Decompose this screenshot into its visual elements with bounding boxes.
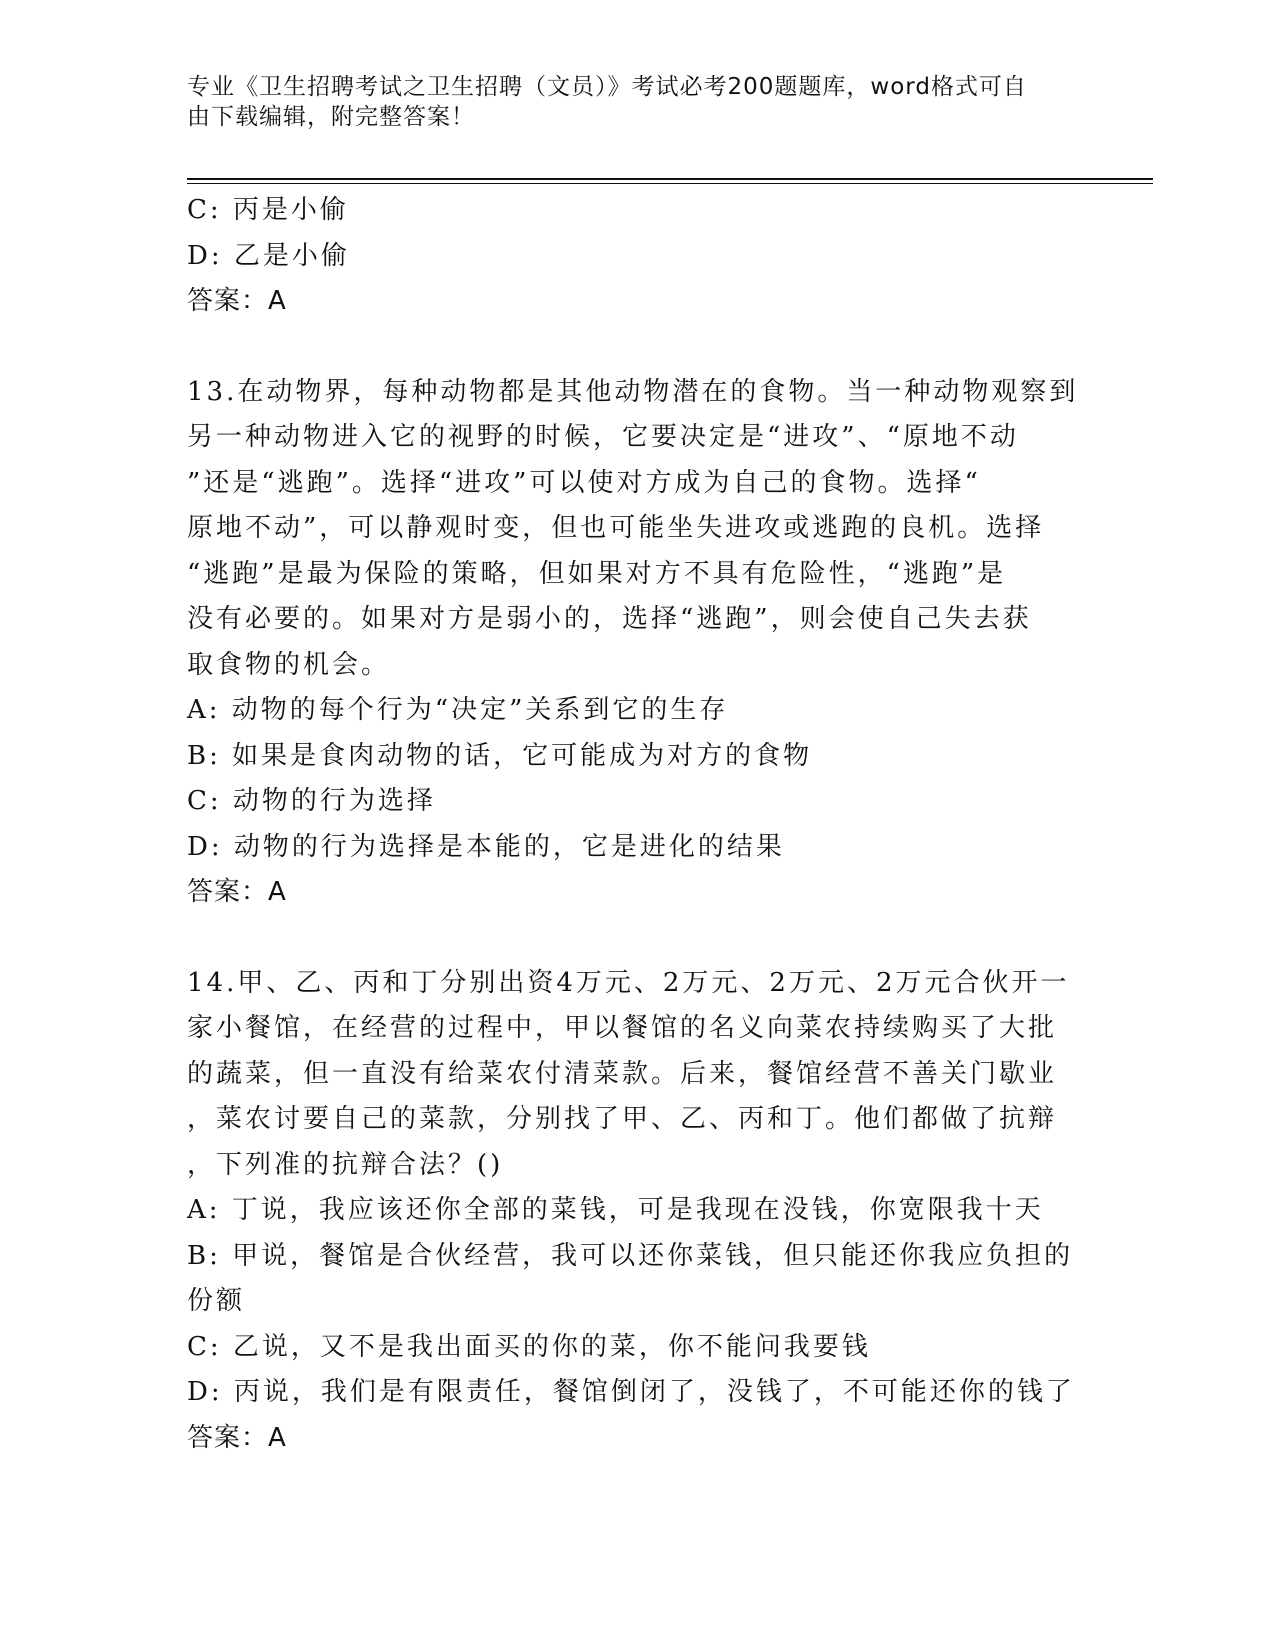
- question-stem-line: 14.甲、乙、丙和丁分别出资4万元、2万元、2万元、2万元合伙开一: [187, 967, 1070, 998]
- answer: 答案：A: [187, 286, 287, 316]
- document-header: [187, 72, 1067, 132]
- header-divider-thin: [187, 183, 1153, 184]
- option-c: C: 乙说，又不是我出面买的你的菜，你不能问我要钱: [187, 1331, 871, 1362]
- spacer: [187, 916, 1087, 961]
- spacer: [187, 325, 1087, 370]
- question-stem-line: 的蔬菜，但一直没有给菜农付清菜款。后来，餐馆经营不善关门歇业: [187, 1058, 1058, 1089]
- option-d: D: 丙说，我们是有限责任，餐馆倒闭了，没钱了，不可能还你的钱了: [187, 1377, 1075, 1407]
- question-stem-line: 没有必要的。如果对方是弱小的，选择“逃跑”，则会使自己失去获: [187, 604, 1032, 634]
- question-stem-line: ”还是“逃跑”。选择“进攻”可以使对方成为自己的食物。选择“: [187, 467, 981, 498]
- question-stem-line: ，下列准的抗辩合法？(): [187, 1149, 504, 1180]
- option-d: D: 动物的行为选择是本能的，它是进化的结果: [187, 831, 785, 862]
- question-stem-line: 13.在动物界，每种动物都是其他动物潜在的食物。当一种动物观察到: [187, 376, 1079, 407]
- answer: 答案：A: [187, 877, 287, 907]
- question-stem-line: 原地不动”，可以静观时变，但也可能坐失进攻或逃跑的良机。选择: [187, 513, 1045, 543]
- option-c: C: 动物的行为选择: [187, 786, 436, 816]
- question-13: [187, 370, 1087, 916]
- option-b-continued: 份额: [187, 1286, 246, 1316]
- header-line-2: 由下载编辑，附完整答案！: [187, 104, 475, 130]
- header-line-1: 专业《卫生招聘考试之卫生招聘（文员）》考试必考200题题库，word格式可自: [187, 74, 1027, 100]
- option-a: A: 动物的每个行为“决定”关系到它的生存: [187, 695, 729, 725]
- header-divider-thick: [187, 178, 1153, 180]
- question-14: [187, 961, 1087, 1462]
- option-d: D: 乙是小偷: [187, 240, 350, 271]
- option-a: A: 丁说，我应该还你全部的菜钱，可是我现在没钱，你宽限我十天: [187, 1195, 1044, 1225]
- question-12-tail: [187, 188, 1087, 325]
- question-stem-line: 另一种动物进入它的视野的时候，它要决定是“进攻”、“原地不动: [187, 422, 1019, 452]
- question-stem-line: 取食物的机会。: [187, 649, 391, 680]
- option-c: C: 丙是小偷: [187, 195, 349, 225]
- question-stem-line: ，菜农讨要自己的菜款，分别找了甲、乙、丙和丁。他们都做了抗辩: [187, 1104, 1058, 1134]
- question-content: [187, 188, 1087, 1461]
- option-b: B: 如果是食肉动物的话，它可能成为对方的食物: [187, 740, 813, 771]
- question-stem-line: 家小餐馆，在经营的过程中，甲以餐馆的名义向菜农持续购买了大批: [187, 1013, 1058, 1043]
- option-b: B: 甲说，餐馆是合伙经营，我可以还你菜钱，但只能还你我应负担的: [187, 1240, 1074, 1271]
- answer: 答案：A: [187, 1422, 287, 1453]
- question-stem-line: “逃跑”是最为保险的策略，但如果对方不具有危险性，“逃跑”是: [187, 558, 1007, 589]
